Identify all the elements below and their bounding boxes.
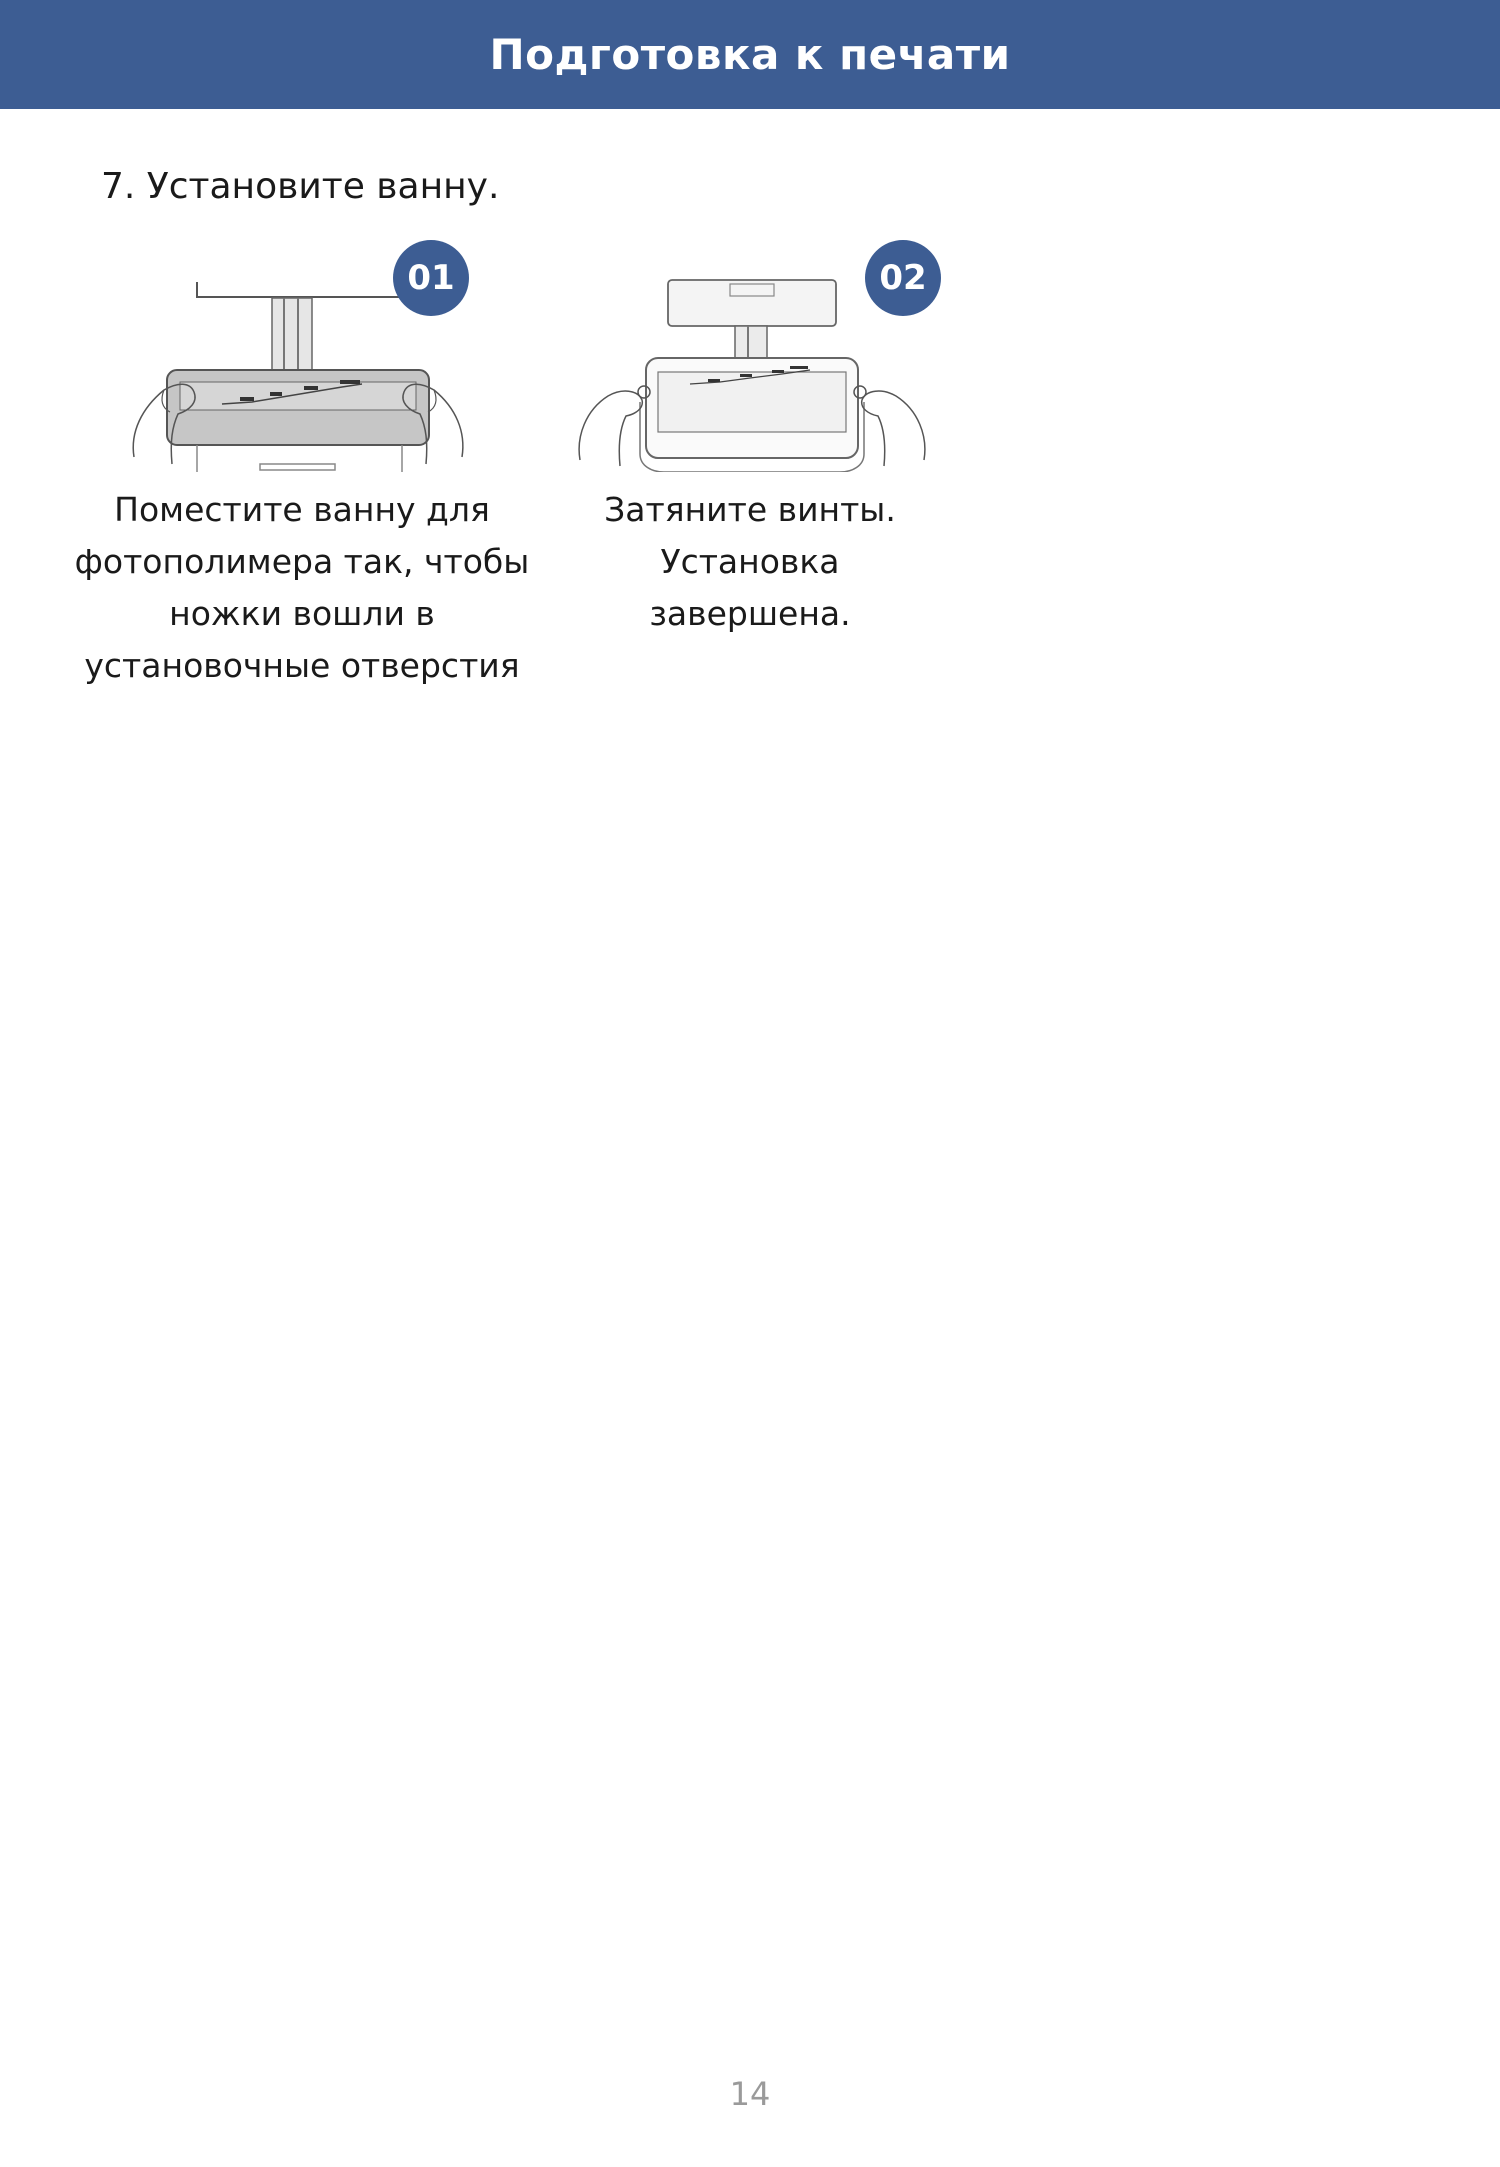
- caption-line: завершена.: [649, 594, 851, 633]
- page-header: [0, 0, 1500, 109]
- substep-caption: [72, 484, 532, 692]
- caption-line: ножки вошли в: [169, 594, 435, 633]
- screw-tightening-illustration: [520, 232, 980, 472]
- caption-line: Затяните винты.: [604, 490, 896, 529]
- header-title: Подготовка к печати: [489, 30, 1011, 79]
- page-number: 14: [729, 2075, 771, 2113]
- substep-caption: [520, 484, 980, 640]
- step-badge: 01: [393, 240, 469, 316]
- substep-02: [520, 232, 980, 640]
- substep-01: [72, 232, 532, 692]
- step-heading: 7. Установите ванну.: [101, 166, 500, 207]
- caption-line: установочные отверстия: [84, 646, 520, 685]
- vat-placement-illustration: [72, 232, 532, 472]
- caption-line: Установка: [660, 542, 840, 581]
- caption-line: Поместите ванну для: [114, 490, 490, 529]
- caption-line: фотополимера так, чтобы: [74, 542, 530, 581]
- step-badge: 02: [865, 240, 941, 316]
